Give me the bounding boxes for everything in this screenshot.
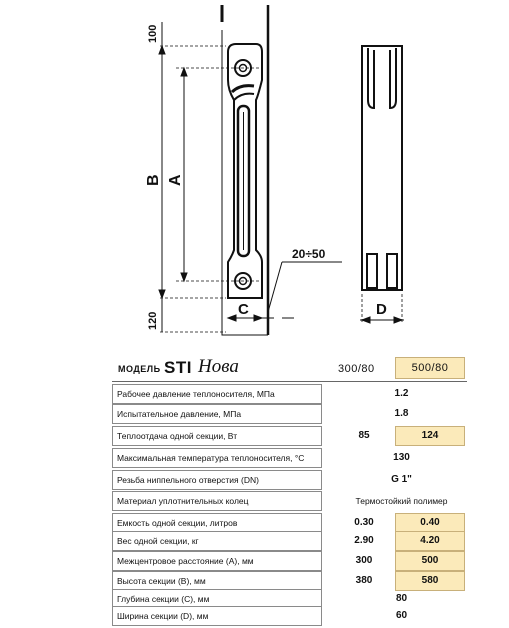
table-row — [112, 470, 467, 490]
column-header-300: 300/80 — [338, 363, 375, 375]
dim-a-label: A — [167, 174, 184, 186]
table-row — [112, 448, 467, 468]
table-row — [112, 571, 467, 591]
row-value-300: 0.30 — [354, 517, 374, 528]
row-value-300: 380 — [355, 575, 373, 586]
radiator-front-view — [228, 44, 262, 298]
row-value: 60 — [395, 610, 408, 621]
row-value-500: 124 — [395, 426, 465, 446]
row-label: Резьба ниппельного отверстия (DN) — [112, 470, 322, 490]
column-header-500: 500/80 — [395, 357, 465, 379]
row-value: 1.8 — [394, 408, 409, 419]
brand-name: STI — [164, 358, 192, 377]
row-label: Материал уплотнительных колец — [112, 491, 322, 511]
row-value-500: 500 — [395, 551, 465, 571]
row-value-300: 85 — [358, 430, 370, 441]
row-label: Испытательное давление, МПа — [112, 404, 322, 424]
row-label: Межцентровое расстояние (А), мм — [112, 551, 322, 571]
row-value-500: 580 — [395, 571, 465, 591]
row-value: G 1" — [391, 474, 412, 485]
series-name: Нова — [198, 356, 239, 377]
dim-d-label: D — [376, 301, 387, 318]
table-row — [112, 606, 467, 626]
row-value: 130 — [393, 452, 410, 463]
model-label: МОДЕЛЬ — [118, 364, 161, 374]
row-value: 1.2 — [394, 388, 409, 399]
dim-gap-label: 20÷50 — [292, 247, 326, 261]
dim-100-label: 100 — [147, 24, 159, 43]
row-value-500: 4.20 — [395, 531, 465, 551]
row-label: Вес одной секции, кг — [112, 531, 322, 551]
row-label: Теплоотдача одной секции, Вт — [112, 426, 322, 446]
row-value-300: 300 — [355, 555, 373, 566]
table-row — [112, 426, 467, 446]
row-value: Термостойкий полимер — [355, 496, 448, 506]
row-value-500: 0.40 — [395, 513, 465, 533]
table-row — [112, 491, 467, 511]
table-row — [112, 404, 467, 424]
row-value: 80 — [395, 593, 408, 604]
table-row — [112, 384, 467, 404]
row-label: Глубина секции (С), мм — [112, 589, 322, 609]
row-label: Рабочее давление теплоносителя, МПа — [112, 384, 322, 404]
row-value-300: 2.90 — [354, 535, 374, 546]
radiator-side-view — [362, 46, 402, 290]
table-row — [112, 551, 467, 571]
dim-c-label: C — [238, 301, 249, 318]
header-divider — [112, 381, 467, 382]
row-label: Максимальная температура теплоносителя, °C — [112, 448, 322, 468]
dim-b-label: B — [145, 174, 162, 186]
row-label: Высота секции (В), мм — [112, 571, 322, 591]
table-row — [112, 513, 467, 533]
row-label: Емкость одной секции, литров — [112, 513, 322, 533]
table-header — [112, 355, 467, 383]
table-row — [112, 531, 467, 551]
dim-120-label: 120 — [147, 311, 159, 330]
row-label: Ширина секции (D), мм — [112, 606, 322, 626]
